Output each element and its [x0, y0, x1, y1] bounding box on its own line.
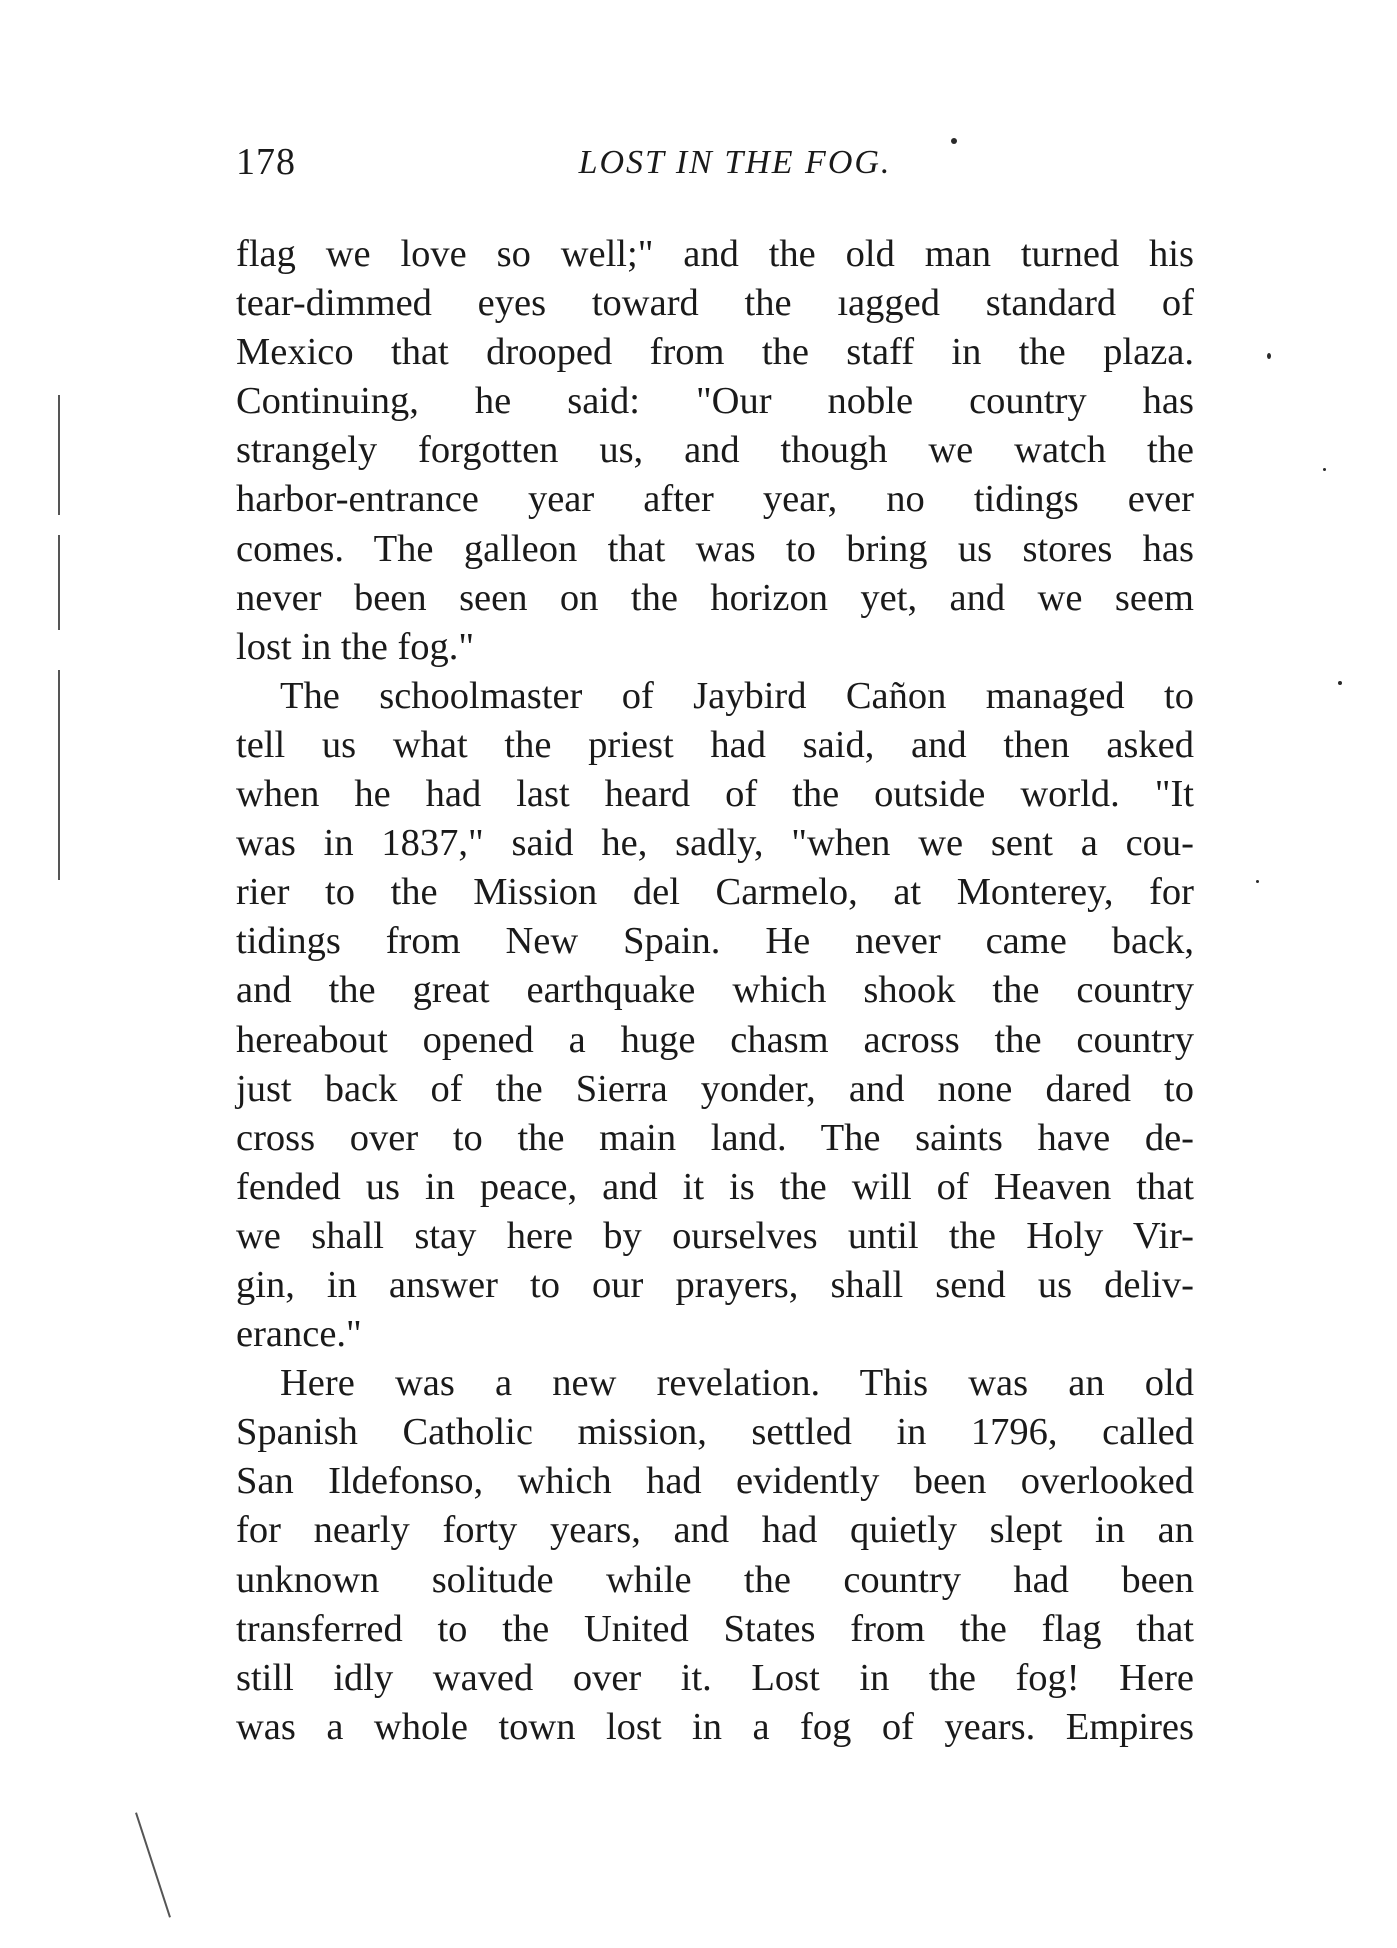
text-line: tear-dimmed eyes toward the ıagged standard of: [236, 282, 1194, 325]
text-line: gin, in answer to our prayers, shall send us deliv-: [236, 1263, 1194, 1306]
binding-edge-mark: [58, 395, 60, 515]
text-line: we shall stay here by ourselves until the Holy Vir-: [236, 1214, 1194, 1257]
text-line: rier to the Mission del Carmelo, at Monterey, for: [236, 871, 1194, 914]
scan-speck: [1323, 468, 1326, 471]
text-line: harbor-entrance year after year, no tidings ever: [236, 478, 1194, 521]
text-line: strangely forgotten us, and though we watch the: [236, 429, 1194, 472]
binding-edge-mark: [58, 535, 60, 630]
binding-edge-mark: [58, 670, 60, 880]
paragraph-start-line: Here was a new revelation. This was an old: [280, 1362, 1194, 1405]
text-line: flag we love so well;" and the old man turned his: [236, 233, 1194, 275]
text-line: fended us in peace, and it is the will of Heaven that: [236, 1165, 1194, 1208]
text-line: transferred to the United States from the flag that: [236, 1607, 1194, 1650]
scan-speck: [951, 138, 957, 144]
scan-speck: [1267, 353, 1271, 359]
text-line: and the great earthquake which shook the country: [236, 969, 1194, 1012]
text-line: hereabout opened a huge chasm across the country: [236, 1018, 1194, 1061]
text-line: Continuing, he said: "Our noble country has: [236, 380, 1194, 423]
running-head: [236, 140, 1194, 196]
text-line: was a whole town lost in a fog of years. Empires: [236, 1705, 1194, 1748]
text-line: San Ildefonso, which had evidently been overlooked: [236, 1460, 1194, 1503]
text-line: Spanish Catholic mission, settled in 1796, called: [236, 1411, 1194, 1454]
text-line: just back of the Sierra yonder, and none dared to: [236, 1067, 1194, 1110]
text-line: when he had last heard of the outside world. "It: [236, 773, 1194, 816]
paragraph-start-line: The schoolmaster of Jaybird Cañon managed to: [280, 674, 1194, 717]
paragraph-end-line: erance.": [236, 1313, 362, 1356]
text-line: cross over to the main land. The saints have de-: [236, 1116, 1194, 1159]
text-line: tidings from New Spain. He never came back,: [236, 920, 1194, 963]
text-line: still idly waved over it. Lost in the fog! Here: [236, 1656, 1194, 1699]
chapter-title: LOST IN THE FOG.: [578, 144, 892, 181]
text-line: unknown solitude while the country had been: [236, 1558, 1194, 1601]
binding-edge-mark: [135, 1812, 171, 1917]
body-text: [236, 230, 1194, 1752]
text-line: never been seen on the horizon yet, and we seem: [236, 576, 1194, 619]
text-line: was in 1837," said he, sadly, "when we sent a cou-: [236, 822, 1194, 865]
scan-speck: [1338, 681, 1342, 685]
page-number: 178: [236, 141, 296, 183]
text-line: for nearly forty years, and had quietly slept in an: [236, 1509, 1194, 1552]
text-line: Mexico that drooped from the staff in the plaza.: [236, 331, 1194, 374]
text-line: comes. The galleon that was to bring us stores has: [236, 527, 1194, 570]
paragraph-end-line: lost in the fog.": [236, 625, 475, 668]
scan-speck: [1256, 880, 1259, 883]
text-line: tell us what the priest had said, and then asked: [236, 723, 1194, 766]
